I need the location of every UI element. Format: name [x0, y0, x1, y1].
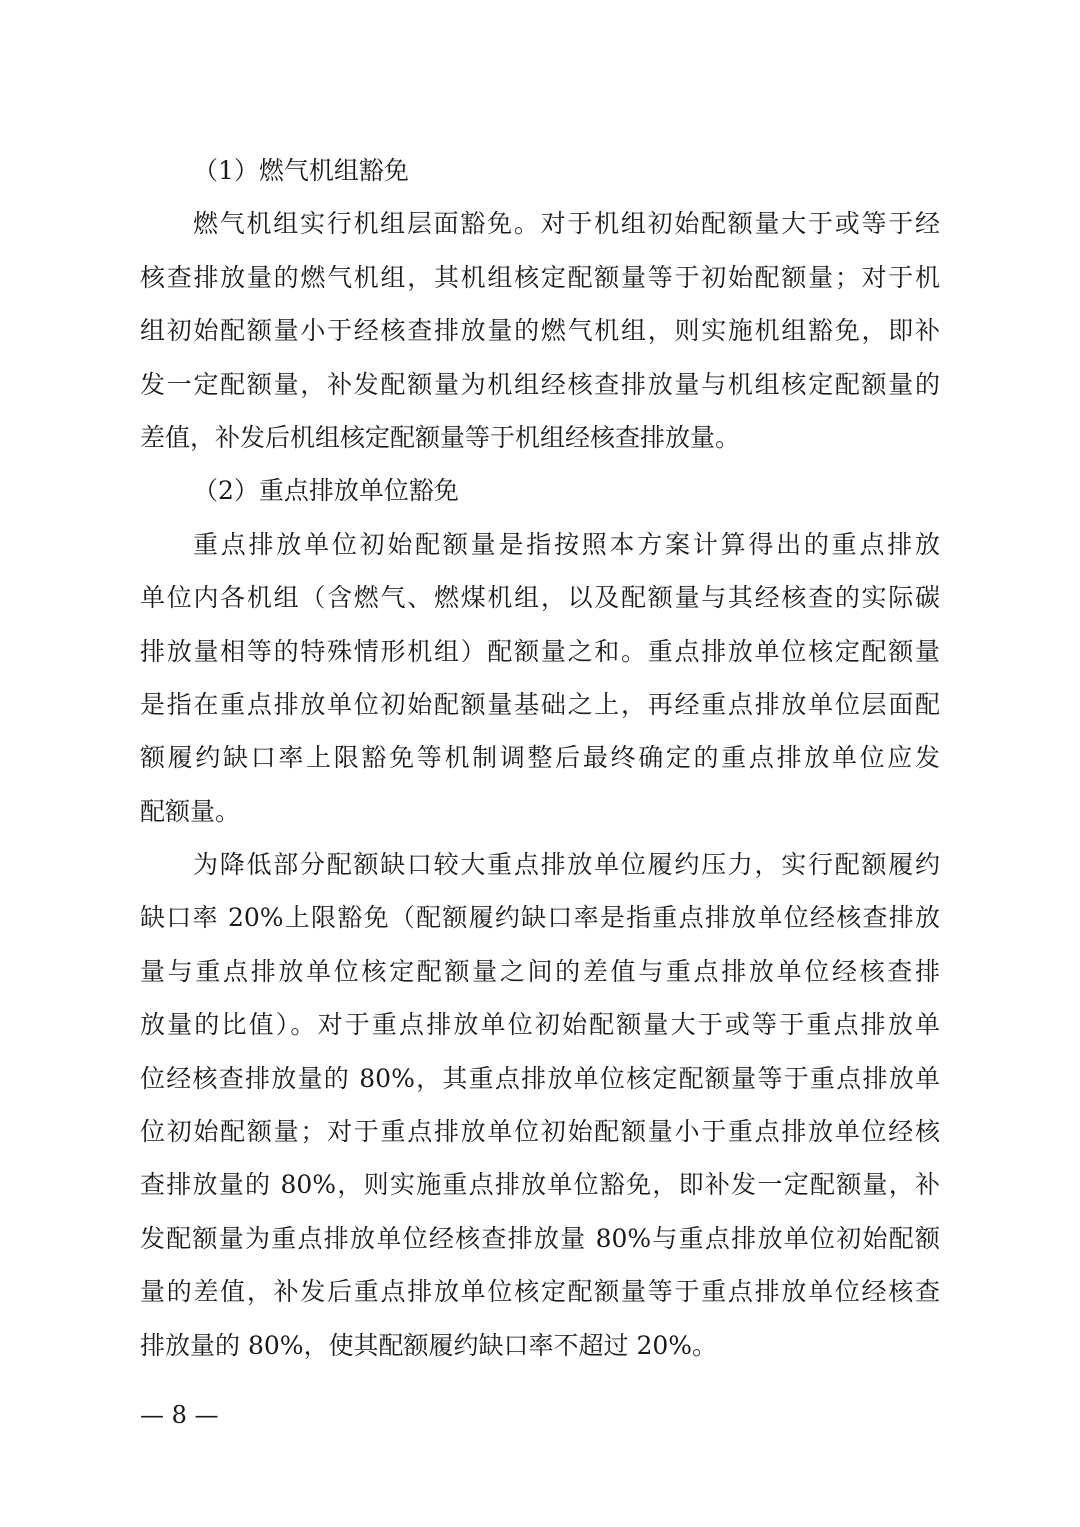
paragraph-line: 查排放量的 80%，则实施重点排放单位豁免，即补发一定配额量，补: [140, 1170, 940, 1200]
page-number: — 8 —: [140, 1401, 219, 1429]
paragraph-line: 量的差值，补发后重点排放单位核定配额量等于重点排放单位经核查: [140, 1277, 940, 1307]
paragraph-initial-allowance: [140, 518, 940, 838]
paragraph-line: 重点排放单位初始配额量是指按照本方案计算得出的重点排放: [193, 529, 940, 559]
paragraph-line: 量与重点排放单位核定配额量之间的差值与重点排放单位经核查排: [140, 956, 940, 986]
paragraph-line: 放量的比值）。对于重点排放单位初始配额量大于或等于重点排放单: [140, 1010, 940, 1040]
paragraph-line: 位初始配额量；对于重点排放单位初始配额量小于重点排放单位经核: [140, 1117, 940, 1147]
paragraph-line: 差值，补发后机组核定配额量等于机组经核查排放量。: [140, 422, 741, 452]
paragraph-line: 是指在重点排放单位初始配额量基础之上，再经重点排放单位层面配: [140, 689, 940, 719]
paragraph-line: 排放量相等的特殊情形机组）配额量之和。重点排放单位核定配额量: [140, 636, 940, 666]
paragraph-line: 单位内各机组（含燃气、燃煤机组，以及配额量与其经核查的实际碳: [140, 583, 940, 613]
section-heading-gas-units: （1）燃气机组豁免: [193, 156, 409, 185]
section-heading-key-emitters: （2）重点排放单位豁免: [193, 476, 459, 506]
paragraph-line: 排放量的 80%，使其配额履约缺口率不超过 20%。: [140, 1330, 718, 1360]
paragraph-line: 额履约缺口率上限豁免等机制调整后最终确定的重点排放单位应发: [140, 743, 940, 773]
paragraph-line: 缺口率 20%上限豁免（配额履约缺口率是指重点排放单位经核查排放: [140, 903, 940, 933]
paragraph-line: 为降低部分配额缺口较大重点排放单位履约压力，实行配额履约: [193, 850, 940, 880]
paragraph-line: 发一定配额量，补发配额量为机组经核查排放量与机组核定配额量的: [140, 369, 940, 399]
document-body: [140, 144, 940, 1372]
paragraph-gap-rate-exemption: [140, 838, 940, 1372]
paragraph-line: 核查排放量的燃气机组，其机组核定配额量等于初始配额量；对于机: [140, 262, 940, 292]
paragraph-gas-units: [140, 197, 940, 464]
paragraph-line: 燃气机组实行机组层面豁免。对于机组初始配额量大于或等于经: [193, 209, 940, 239]
paragraph-line: 配额量。: [140, 796, 241, 826]
paragraph-line: 发配额量为重点排放单位经核查排放量 80%与重点排放单位初始配额: [140, 1223, 940, 1253]
paragraph-line: 组初始配额量小于经核查排放量的燃气机组，则实施机组豁免，即补: [140, 316, 940, 346]
paragraph-line: 位经核查排放量的 80%，其重点排放单位核定配额量等于重点排放单: [140, 1063, 940, 1093]
